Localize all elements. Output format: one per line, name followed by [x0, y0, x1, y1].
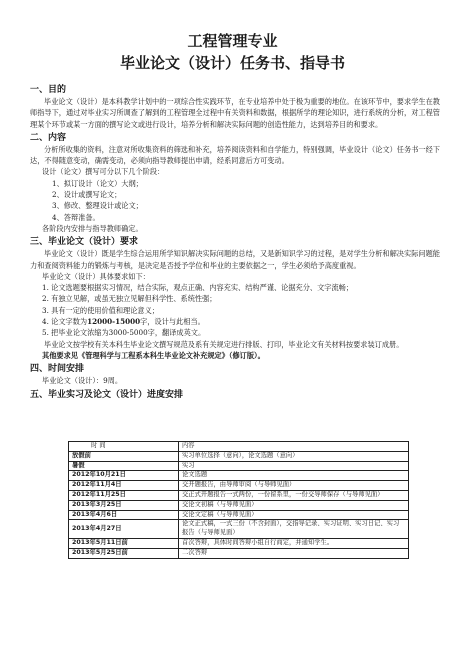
paragraph: 毕业论文（设计）是本科教学计划中的一项综合性实践环节，在专业培养中处于极为重要的地位。在该环节中，要求学生在教师指导下，通过对毕业实习所调查了解到的工程管理全过程中有关资料和数据，根据所学的理论知识，进行系统的分析，对工程管理某个环节或某一方面的撰写论文或进行设计，培养分析和解决实际问题的创造性能力，达到培养目的和要求。 [30, 97, 440, 129]
item-text: 字，设计与此相当。 [140, 317, 205, 327]
table-row [69, 461, 409, 471]
content-cell: 论文选题 [179, 471, 409, 481]
list-item: 1. 论文选题要根据实习情况，结合实际，观点正确、内容充实、结构严谨、论据充分、文字流畅； [42, 283, 354, 293]
column-header-time: 时 间 [69, 442, 179, 452]
item-text: 4. 论文字数为 [42, 317, 88, 327]
list-item: 5. 把毕业论文浓缩为3000-5000字，翻译成英文。 [42, 328, 206, 338]
section-heading-content: 二、内容 [30, 132, 67, 143]
paragraph: 设计（论文）撰写可分以下几个阶段： [42, 167, 165, 177]
table-row [69, 451, 409, 461]
content-cell: 实习 [179, 461, 409, 471]
content-cell: 交开题报告，由导师审阅（与导师见面） [179, 481, 409, 491]
page-subtitle: 毕业论文（设计）任务书、指导书 [119, 54, 345, 72]
table-row [69, 548, 409, 558]
table-row [69, 490, 409, 500]
content-cell: 实习单位选择（意向），论文选题（意向） [179, 451, 409, 461]
section-heading-requirements: 三、毕业论文（设计）要求 [30, 237, 139, 248]
table-row [69, 481, 409, 491]
list-item: 3. 具有一定的使用价值和理论意义； [42, 305, 159, 315]
note-paragraph: 其他要求见《管理科学与工程系本科生毕业论文补充规定》（修订版）。 [42, 350, 265, 360]
content-cell: 交正式开题报告一式两份，一份留系里，一份交导师保存（与导师见面） [179, 490, 409, 500]
list-item: 2、设计或撰写论文； [52, 190, 122, 200]
date-cell: 2013年5月11日前 [69, 538, 179, 548]
list-item: 3、修改、整理设计或论文； [52, 201, 143, 211]
date-cell: 放假前 [69, 451, 179, 461]
content-cell: 论文正式稿，一式三份（不含封面），交指导记录、实习证明、实习日记、实习报告（与导师见面） [179, 520, 409, 539]
table-header-row [69, 442, 409, 452]
paragraph: 毕业论文按学校有关本科生毕业论文撰写规范及系有关规定进行排版、打印，毕业论文有关材料按要求装订成册。 [44, 339, 404, 349]
content-cell: 交论文定稿（与导师见面） [179, 510, 409, 520]
list-item: 2. 有独立见解，或虽无独立见解但科学性、系统性强； [42, 294, 217, 304]
list-item [30, 316, 440, 327]
table-row [69, 538, 409, 548]
date-cell: 2013年3月25日 [69, 500, 179, 510]
date-cell: 2012年10月21日 [69, 471, 179, 481]
paragraph: 毕业论文（设计）具体要求如下： [42, 271, 150, 281]
date-cell: 2013年4月27日 [69, 520, 179, 539]
date-cell: 暑假 [69, 461, 179, 471]
page-title: 工程管理专业 [187, 32, 278, 50]
table-row [69, 471, 409, 481]
date-cell: 2012年11月4日 [69, 481, 179, 491]
content-cell: 交论文初稿（与导师见面） [179, 500, 409, 510]
section-heading-progress: 五、毕业实习及论文（设计）进度安排 [30, 389, 184, 400]
list-item: 4、答辩准备。 [52, 212, 100, 222]
column-header-content: 内容 [179, 442, 409, 452]
paragraph: 各阶段内安排与指导教师确定。 [42, 223, 143, 233]
content-cell: 首次答辩，具体时间答辩小组自行商定，并通知学生。 [179, 538, 409, 548]
table-row [69, 510, 409, 520]
date-cell: 2013年5月25日前 [69, 548, 179, 558]
schedule-table [68, 441, 409, 559]
date-cell: 2013年4月6日 [69, 510, 179, 520]
section-heading-schedule-time: 四、时间安排 [30, 364, 85, 375]
document-body [30, 82, 440, 401]
table-row [69, 500, 409, 510]
word-count-value: 12000-15000 [87, 317, 141, 327]
date-cell: 2012年11月25日 [69, 490, 179, 500]
list-item: 1、拟订设计（论文）大纲； [52, 178, 143, 188]
paragraph: 毕业论文（设计）：9周。 [42, 376, 123, 386]
paragraph: 分析所收集的资料，注意对所收集资料的筛选和补充，培养阅读资料和自学能力，特别强调，毕业设计（论文）任务书一经下达，不得随意变动，确需变动，必须向指导教师提出申请，经系同意后方可变动。 [30, 144, 440, 166]
table-row [69, 520, 409, 539]
paragraph: 毕业论文（设计）既是学生综合运用所学知识解决实际问题的总结，又是新知识学习的过程，是对学生分析和解决实际问题能力和查阅资料能力的锻炼与考核，是决定是否授予学位和毕业的主要依据之一，学生必须给予高度重视。 [30, 249, 440, 270]
content-cell: 二次答辩 [179, 548, 409, 558]
section-heading-purpose: 一、目的 [30, 85, 67, 95]
